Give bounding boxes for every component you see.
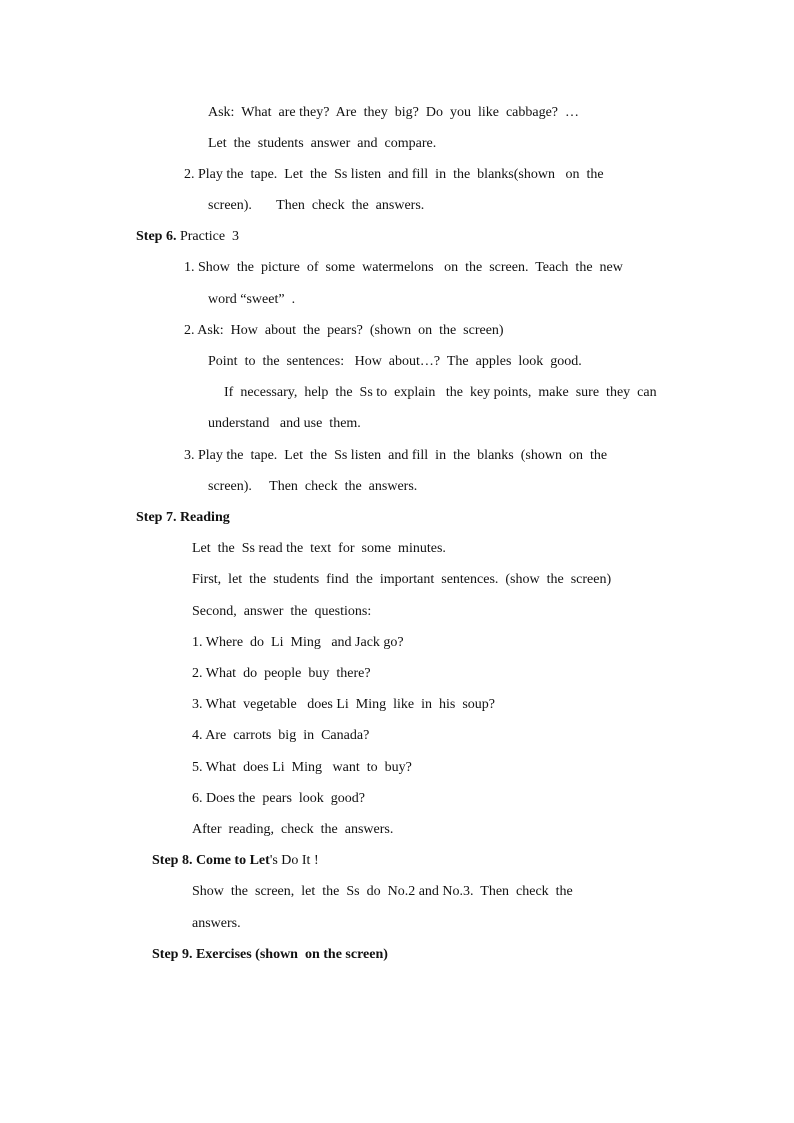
text-line: After reading, check the answers.: [192, 822, 394, 837]
text-line: Point to the sentences: How about…? The apples look good.: [208, 354, 582, 369]
text-line: Show the screen, let the Ss do No.2 and No.3. Then check the: [192, 884, 573, 899]
text-line: 3. What vegetable does Li Ming like in his soup?: [192, 697, 496, 712]
step-heading: Step 8. Come to Let's Do It !: [152, 853, 319, 868]
text-line: 4. Are carrots big in Canada?: [192, 728, 370, 743]
text-line: answers.: [192, 916, 241, 931]
text-line: 1. Show the picture of some watermelons on the screen. Teach the new: [184, 260, 623, 275]
step-label: Step 8. Come to Let: [152, 853, 270, 868]
text-line: understand and use them.: [208, 416, 361, 431]
text-line: 2. What do people buy there?: [192, 666, 371, 681]
text-line: 2. Ask: How about the pears? (shown on the screen): [184, 323, 504, 338]
text-line: 3. Play the tape. Let the Ss listen and fill in the blanks (shown on the: [184, 448, 608, 463]
step-heading: [136, 509, 230, 527]
text-line: 6. Does the pears look good?: [192, 791, 366, 806]
text-line: First, let the students find the important sentences. (show the screen): [192, 572, 612, 587]
text-line: Second, answer the questions:: [192, 604, 372, 619]
text-line: screen). Then check the answers.: [208, 479, 418, 494]
step-heading: Step 6. Practice 3: [136, 229, 240, 244]
text-line: 5. What does Li Ming want to buy?: [192, 760, 412, 775]
text-line: 2. Play the tape. Let the Ss listen and fill in the blanks(shown on the: [184, 167, 604, 182]
text-line: Let the Ss read the text for some minutes.: [192, 541, 446, 556]
text-line: Let the students answer and compare.: [208, 136, 437, 151]
step-label: Step 9. Exercises (shown on the screen): [152, 947, 388, 962]
text-line: word “sweet” .: [208, 292, 296, 307]
step-label: Step 7. Reading: [136, 510, 230, 525]
text-line: 1. Where do Li Ming and Jack go?: [192, 635, 404, 650]
text-line: Ask: What are they? Are they big? Do you like cabbage? …: [208, 105, 580, 120]
text-line: screen). Then check the answers.: [208, 198, 425, 213]
step-label: Step 6.: [136, 229, 177, 244]
step-heading: [152, 946, 388, 964]
text-line: If necessary, help the Ss to explain the key points, make sure they can: [224, 385, 657, 400]
